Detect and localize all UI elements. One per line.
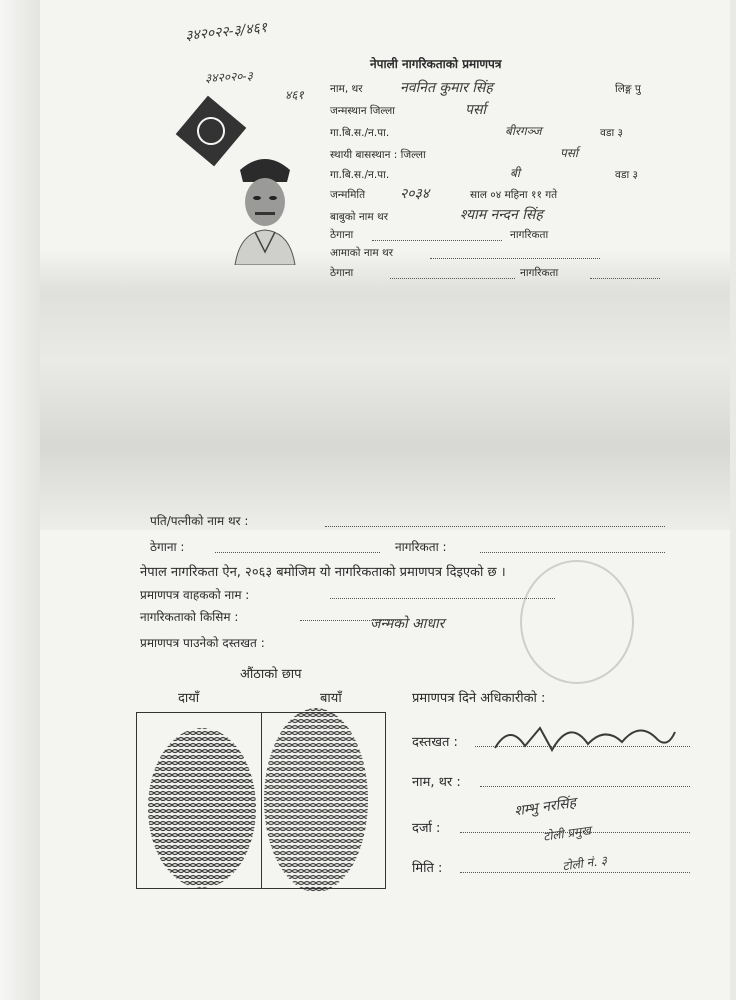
reference-number-left: ३४२०२०-३ [204, 68, 254, 86]
thumbprint-marks [136, 700, 386, 900]
field-label: जन्ममिति [330, 189, 366, 201]
recipient-signature-label: प्रमाणपत्र पाउनेको दस्तखत : [140, 636, 265, 650]
field-label: ठेगाना [330, 267, 354, 279]
citizenship-label: नागरिकता : [395, 540, 447, 554]
page-left-edge [0, 0, 44, 1000]
field-extra: वडा ३ [615, 169, 638, 181]
thumb-left-label: बायाँ [320, 691, 342, 706]
field-label: गा.बि.स./न.पा. [330, 169, 390, 181]
law-statement: नेपाल नागरिकता ऐन, २०६३ बमोजिम यो नागरिकताको प्रमाणपत्र दिइएको छ । [140, 565, 506, 580]
field-label: स्थायी बासस्थान : जिल्ला [330, 149, 426, 161]
field-label: आमाको नाम थर [330, 247, 394, 259]
officer-name-label: नाम, थर : [412, 775, 461, 790]
field-extra: साल ०४ महिना ११ गते [470, 189, 558, 201]
field-value: बीरगञ्ज [505, 124, 542, 138]
thumb-right-label: दायाँ [178, 691, 200, 706]
certificate-title: नेपाली नागरिकताको प्रमाणपत्र [370, 57, 502, 71]
left-thumbprint [264, 708, 368, 892]
thumbprint-title: औंठाको छाप [240, 667, 302, 682]
field-value: पर्सा [560, 146, 579, 160]
reference-number-sub: ४६१ [285, 88, 304, 102]
citizenship-type-value: जन्मको आधार [370, 616, 445, 632]
field-value: बी [510, 166, 520, 180]
officer-sign-label: दस्तखत : [412, 735, 458, 750]
field-extra: लिङ्ग पु [615, 83, 641, 95]
holder-photo [225, 140, 305, 265]
field-extra: नागरिकता [520, 267, 559, 279]
officer-stamp-team: टोली नं. ३ [561, 853, 608, 874]
field-label: बाबुको नाम थर [330, 211, 388, 223]
field-label: ठेगाना [330, 229, 354, 241]
field-label: जन्मस्थान जिल्ला [330, 105, 395, 117]
field-value: पर्सा [465, 102, 487, 118]
address-label: ठेगाना : [150, 540, 185, 554]
field-label: गा.बि.स./न.पा. [330, 127, 390, 139]
officer-stamp-name: शम्भु नरसिंह [513, 795, 578, 820]
field-value: २०३४ [400, 186, 430, 202]
reference-number-top: ३४२०२२-३/४६१ [184, 19, 268, 45]
officer-rank-label: दर्जा : [412, 821, 441, 836]
officer-signature [490, 718, 680, 758]
bearer-name-label: प्रमाणपत्र वाहकको नाम : [140, 588, 250, 602]
field-value: श्याम नन्दन सिंह [460, 207, 543, 223]
field-extra: वडा ३ [600, 127, 623, 139]
citizenship-type-label: नागरिकताको किसिम : [140, 610, 239, 624]
field-value: नवनित कुमार सिंह [400, 80, 493, 96]
field-label: नाम, थर [330, 83, 363, 95]
right-thumbprint [148, 728, 256, 888]
officer-date-label: मिति : [412, 861, 443, 876]
paper-fold-shadow [40, 250, 730, 530]
round-stamp-mark [520, 560, 634, 684]
officer-stamp-title: टोली प्रमुख [542, 823, 592, 844]
field-extra: नागरिकता [510, 229, 549, 241]
spouse-label: पति/पत्नीको नाम थर : [150, 514, 249, 528]
officer-heading: प्रमाणपत्र दिने अधिकारीको : [412, 691, 546, 706]
